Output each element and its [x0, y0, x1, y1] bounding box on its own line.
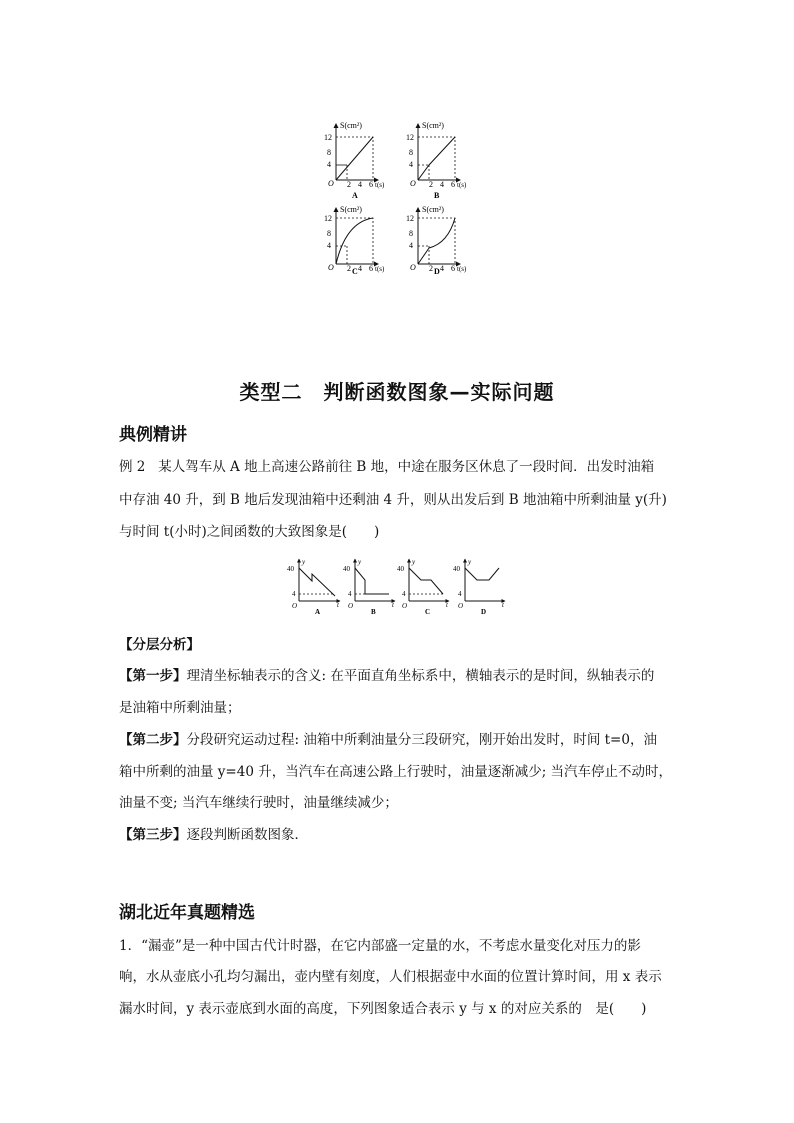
graph-b-y-label: S(cm²) — [422, 121, 444, 130]
graph-c-label: C — [352, 267, 358, 274]
graph-d-x-label: t(s) — [457, 265, 467, 273]
question-1-line-1: 1．“漏壶”是一种中国古代计时器，在它内部盛一定量的水，不考虑水量变化对压力的影 — [119, 938, 641, 954]
fuel-graph-options — [285, 556, 510, 618]
fuel-d-tick-40: 40 — [453, 565, 460, 573]
graph-b-tick-8: 8 — [409, 148, 413, 157]
area-time-graphs-svg — [318, 118, 478, 274]
fuel-a-x: t — [337, 601, 339, 609]
graph-b-xtick-4: 4 — [440, 180, 444, 189]
fuel-d-x: t — [502, 601, 504, 609]
fuel-c-y: y — [412, 558, 416, 566]
step1-text-1: 理清坐标轴表示的含义: 在平面直角坐标系中，横轴表示的是时间，纵轴表示的 — [186, 668, 655, 684]
graph-d-y-label: S(cm²) — [422, 205, 444, 214]
fuel-graph-a — [287, 558, 340, 616]
fuel-b-tick-40: 40 — [343, 565, 350, 573]
graph-a-y-label: S(cm²) — [340, 121, 362, 130]
graph-d-xtick-6: 6 — [451, 264, 455, 273]
graph-a-xtick-4: 4 — [358, 180, 362, 189]
graph-c-y-label: S(cm²) — [340, 205, 362, 214]
graph-c-tick-8: 8 — [327, 229, 331, 238]
graph-c-xtick-6: 6 — [369, 264, 373, 273]
graph-a-xtick-6: 6 — [369, 180, 373, 189]
graph-d-tick-12: 12 — [406, 214, 414, 223]
question-1-line-2: 响，水从壶底小孔均匀漏出，壶内壁有刻度，人们根据壶中水面的位置计算时间，用 x 表示 — [119, 969, 662, 985]
graph-b-label: B — [434, 191, 440, 200]
fuel-c-label: C — [425, 608, 431, 616]
fuel-b-label: B — [371, 608, 376, 616]
graph-c-tick-4: 4 — [327, 241, 331, 250]
step1-line-2: 是油箱中所剩油量； — [119, 700, 241, 716]
graph-a — [324, 121, 385, 200]
example-heading: 典例精讲 — [119, 425, 187, 445]
step2-line-1 — [119, 728, 679, 748]
graph-d-tick-4: 4 — [409, 241, 413, 250]
fuel-d-tick-4: 4 — [458, 590, 462, 598]
area-time-graph-options — [318, 118, 478, 274]
step3-line — [119, 823, 679, 843]
fuel-c-tick-40: 40 — [397, 565, 404, 573]
step2-line-3: 油量不变; 当汽车继续行驶时，油量继续减少； — [119, 795, 398, 811]
fuel-a-origin: O — [292, 602, 298, 610]
example-number: 例 2 — [119, 459, 146, 475]
fuel-b-origin: O — [348, 602, 354, 610]
graph-a-x-label: t(s) — [375, 181, 385, 189]
fuel-d-origin: O — [458, 602, 464, 610]
graph-b-tick-4: 4 — [409, 160, 413, 169]
fuel-b-x: t — [392, 601, 394, 609]
graph-c — [324, 205, 385, 274]
graph-b-xtick-2: 2 — [429, 180, 433, 189]
fuel-d-y: y — [468, 558, 472, 566]
graph-b-tick-12: 12 — [406, 133, 414, 142]
question-1-line-3: 漏水时间，y 表示壶底到水面的高度，下列图象适合表示 y 与 x 的对应关系的 是( ) — [119, 1001, 647, 1017]
fuel-c-x: t — [446, 601, 448, 609]
fuel-graph-d — [453, 558, 505, 616]
analysis-heading: 【分层分析】 — [119, 637, 200, 653]
graph-b-origin: O — [410, 179, 416, 188]
step1-label: 【第一步】 — [119, 668, 187, 684]
fuel-b-y: y — [358, 558, 362, 566]
graph-a-label: A — [352, 191, 358, 200]
graph-c-origin: O — [328, 263, 334, 272]
graph-c-xtick-2: 2 — [347, 264, 351, 273]
graph-b — [406, 121, 467, 200]
graph-b-xtick-6: 6 — [451, 180, 455, 189]
fuel-a-y: y — [302, 558, 306, 566]
example-text-1: 某人驾车从 A 地上高速公路前往 B 地，中途在服务区休息了一段时间．出发时油箱 — [158, 459, 655, 475]
example-line-3: 与时间 t(小时)之间函数的大致图象是( ) — [119, 524, 380, 540]
fuel-a-label: A — [315, 608, 321, 616]
step2-text-1: 分段研究运动过程: 油箱中所剩油量分三段研究，刚开始出发时，时间 t=0，油 — [186, 732, 657, 748]
graph-c-tick-12: 12 — [324, 214, 332, 223]
example-line-1 — [119, 455, 679, 475]
graph-d-label: D — [434, 267, 440, 274]
fuel-b-tick-4: 4 — [348, 590, 352, 598]
graph-c-x-label: t(s) — [375, 265, 385, 273]
step1-line-1 — [119, 664, 679, 684]
example-line-2: 中存油 40 升，到 B 地后发现油箱中还剩油 4 升，则从出发后到 B 地油箱中所剩油量 y(升) — [119, 492, 667, 508]
step3-text: 逐段判断函数图象． — [186, 827, 308, 843]
step3-label: 【第三步】 — [119, 827, 187, 843]
section-title: 类型二 判断函数图象—实际问题 — [239, 380, 555, 404]
graph-a-tick-8: 8 — [327, 148, 331, 157]
fuel-a-tick-40: 40 — [287, 565, 294, 573]
graph-a-tick-12: 12 — [324, 133, 332, 142]
fuel-graph-b — [343, 558, 395, 616]
step2-label: 【第二步】 — [119, 732, 187, 748]
graph-d-xtick-2: 2 — [429, 264, 433, 273]
graph-b-x-label: t(s) — [457, 181, 467, 189]
graph-d — [406, 205, 467, 274]
step2-line-2: 箱中所剩的油量 y=40 升，当汽车在高速公路上行驶时，油量逐渐减少; 当汽车停止不动时， — [119, 764, 673, 780]
graph-d-xtick-4: 4 — [440, 264, 444, 273]
fuel-d-label: D — [481, 608, 487, 616]
fuel-graph-c — [397, 558, 449, 616]
graph-a-origin: O — [328, 179, 334, 188]
fuel-a-tick-4: 4 — [292, 590, 296, 598]
fuel-c-tick-4: 4 — [402, 590, 406, 598]
graph-a-tick-4: 4 — [327, 160, 331, 169]
hubei-heading: 湖北近年真题精选 — [119, 903, 255, 923]
graph-a-xtick-2: 2 — [347, 180, 351, 189]
graph-d-origin: O — [410, 263, 416, 272]
fuel-c-origin: O — [402, 602, 408, 610]
graph-c-xtick-4: 4 — [358, 264, 362, 273]
graph-d-tick-8: 8 — [409, 229, 413, 238]
fuel-graphs-svg — [285, 556, 510, 618]
